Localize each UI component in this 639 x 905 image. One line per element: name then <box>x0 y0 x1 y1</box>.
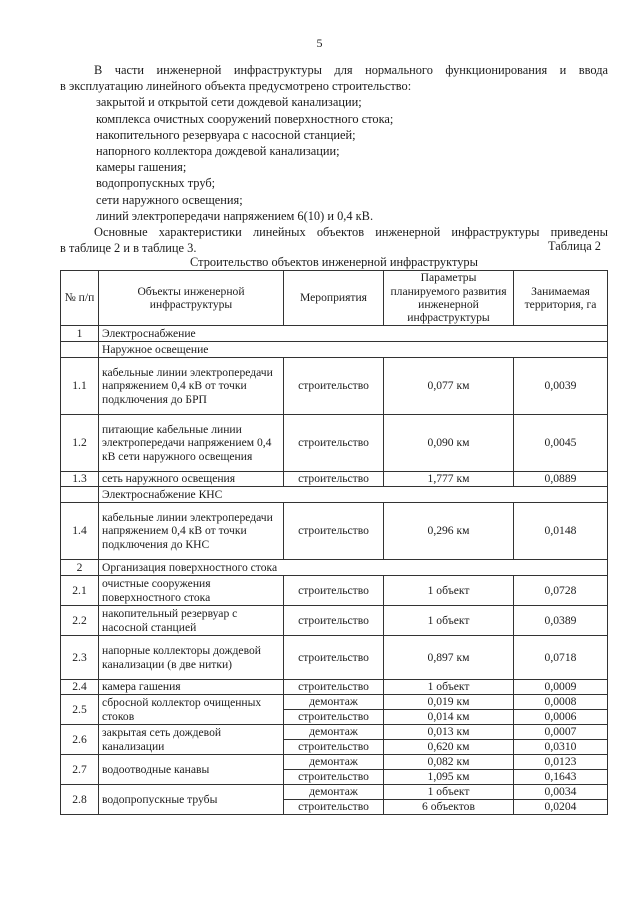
cell-object: водоотводные канавы <box>99 755 284 785</box>
header-params: Параметры планируемого развития инженерной инфраструктуры <box>384 271 514 326</box>
intro-paragraph-line: в таблице 2 и в таблице 3. <box>60 241 197 256</box>
cell-activity: строительство <box>284 710 384 725</box>
cell-num: 2.5 <box>61 695 99 725</box>
intro-paragraph-line: Основные характеристики линейных объектов инженерной инфраструктуры приведены <box>94 225 608 240</box>
cell-num: 2.1 <box>61 576 99 606</box>
cell-area: 0,0045 <box>514 415 608 472</box>
table-row <box>61 695 608 710</box>
cell-activity: строительство <box>284 740 384 755</box>
table-row <box>61 576 608 606</box>
cell-param: 0,090 км <box>384 415 514 472</box>
cell-param: 6 объектов <box>384 800 514 815</box>
table-header-row <box>61 271 608 326</box>
list-item: закрытой и открытой сети дождевой канализации; <box>96 95 362 110</box>
table-row <box>61 358 608 415</box>
table-row <box>61 472 608 487</box>
intro-paragraph-line: в эксплуатацию линейного объекта предусмотрено строительство: <box>60 79 412 94</box>
cell-area: 0,0889 <box>514 472 608 487</box>
cell-num: 2 <box>61 560 99 576</box>
page-number: 5 <box>316 36 323 50</box>
cell-activity: строительство <box>284 770 384 785</box>
cell-param: 1 объект <box>384 576 514 606</box>
cell-area: 0,0728 <box>514 576 608 606</box>
header-num: № п/п <box>61 271 99 326</box>
cell-num: 1.1 <box>61 358 99 415</box>
table-label: Таблица 2 <box>548 239 601 253</box>
cell-area: 0,0204 <box>514 800 608 815</box>
list-item: накопительного резервуара с насосной станцией; <box>96 127 356 142</box>
cell-param: 0,013 км <box>384 725 514 740</box>
cell-param: 0,897 км <box>384 636 514 680</box>
cell-object: кабельные линии электропередачи напряжением 0,4 кВ от точки подключения до КНС <box>99 503 284 560</box>
cell-activity: демонтаж <box>284 725 384 740</box>
section-title: Организация поверхностного стока <box>99 560 608 576</box>
cell-num: 2.8 <box>61 785 99 815</box>
cell-object: сбросной коллектор очищенных стоков <box>99 695 284 725</box>
list-item: камеры гашения; <box>96 160 187 175</box>
cell-activity: строительство <box>284 680 384 695</box>
list-item: комплекса очистных сооружений поверхностного стока; <box>96 111 394 126</box>
table-row <box>61 785 608 800</box>
cell-area: 0,0039 <box>514 358 608 415</box>
cell-area: 0,0389 <box>514 606 608 636</box>
cell-area: 0,1643 <box>514 770 608 785</box>
cell-area: 0,0007 <box>514 725 608 740</box>
cell-activity: строительство <box>284 503 384 560</box>
cell-object: накопительный резервуар с насосной станцией <box>99 606 284 636</box>
cell-num: 2.7 <box>61 755 99 785</box>
cell-object: камера гашения <box>99 680 284 695</box>
cell-num: 2.6 <box>61 725 99 755</box>
intro-paragraph-line: В части инженерной инфраструктуры для нормального функционирования и ввода <box>94 63 608 77</box>
cell-num: 2.3 <box>61 636 99 680</box>
section-title: Электроснабжение <box>99 326 608 342</box>
cell-activity: строительство <box>284 358 384 415</box>
cell-area: 0,0034 <box>514 785 608 800</box>
table-row <box>61 680 608 695</box>
cell-param: 0,296 км <box>384 503 514 560</box>
table-row <box>61 503 608 560</box>
header-area: Занимаемая территория, га <box>514 271 608 326</box>
cell-object: закрытая сеть дождевой канализации <box>99 725 284 755</box>
cell-param: 0,077 км <box>384 358 514 415</box>
section-row <box>61 326 608 342</box>
cell-object: кабельные линии электропередачи напряжением 0,4 кВ от точки подключения до БРП <box>99 358 284 415</box>
infrastructure-table <box>60 270 608 815</box>
cell-param: 1,777 км <box>384 472 514 487</box>
cell-num: 1.2 <box>61 415 99 472</box>
header-activity: Мероприятия <box>284 271 384 326</box>
table-row <box>61 415 608 472</box>
cell-activity: строительство <box>284 576 384 606</box>
list-item: линий электропередачи напряжением 6(10) и 0,4 кВ. <box>96 208 374 223</box>
table-row <box>61 606 608 636</box>
cell-param: 1,095 км <box>384 770 514 785</box>
cell-object: водопропускные трубы <box>99 785 284 815</box>
list-item: сети наружного освещения; <box>96 192 243 207</box>
cell-param: 1 объект <box>384 606 514 636</box>
intro-text <box>60 62 608 256</box>
table-row <box>61 755 608 770</box>
cell-activity: строительство <box>284 472 384 487</box>
table-row <box>61 725 608 740</box>
cell-area: 0,0008 <box>514 695 608 710</box>
cell-object: сеть наружного освещения <box>99 472 284 487</box>
cell-area: 0,0718 <box>514 636 608 680</box>
cell-object: питающие кабельные линии электропередачи напряжением 0,4 кВ сети наружного освещения <box>99 415 284 472</box>
cell-area: 0,0006 <box>514 710 608 725</box>
cell-num: 1 <box>61 326 99 342</box>
header-object: Объекты инженерной инфраструктуры <box>99 271 284 326</box>
cell-area: 0,0310 <box>514 740 608 755</box>
cell-activity: строительство <box>284 636 384 680</box>
cell-param: 1 объект <box>384 680 514 695</box>
cell-num: 1.4 <box>61 503 99 560</box>
cell-param: 0,014 км <box>384 710 514 725</box>
list-item: напорного коллектора дождевой канализации; <box>96 144 340 159</box>
cell-param: 0,082 км <box>384 755 514 770</box>
cell-activity: демонтаж <box>284 695 384 710</box>
cell-num: 2.2 <box>61 606 99 636</box>
section-row <box>61 560 608 576</box>
subsection-title: Наружное освещение <box>99 342 608 358</box>
cell-area: 0,0148 <box>514 503 608 560</box>
cell-activity: строительство <box>284 415 384 472</box>
cell-num: 2.4 <box>61 680 99 695</box>
cell-param: 0,620 км <box>384 740 514 755</box>
cell-activity: строительство <box>284 800 384 815</box>
table-caption: Строительство объектов инженерной инфраструктуры <box>190 255 478 269</box>
cell-object: напорные коллекторы дождевой канализации (в две нитки) <box>99 636 284 680</box>
cell-object: очистные сооружения поверхностного стока <box>99 576 284 606</box>
cell-activity: демонтаж <box>284 785 384 800</box>
subsection-title: Электроснабжение КНС <box>99 487 608 503</box>
cell-param: 1 объект <box>384 785 514 800</box>
cell-area: 0,0123 <box>514 755 608 770</box>
cell-num: 1.3 <box>61 472 99 487</box>
table-row <box>61 636 608 680</box>
cell-param: 0,019 км <box>384 695 514 710</box>
cell-activity: демонтаж <box>284 755 384 770</box>
cell-activity: строительство <box>284 606 384 636</box>
subsection-row <box>61 487 608 503</box>
subsection-row <box>61 342 608 358</box>
cell-area: 0,0009 <box>514 680 608 695</box>
list-item: водопропускных труб; <box>96 176 216 191</box>
